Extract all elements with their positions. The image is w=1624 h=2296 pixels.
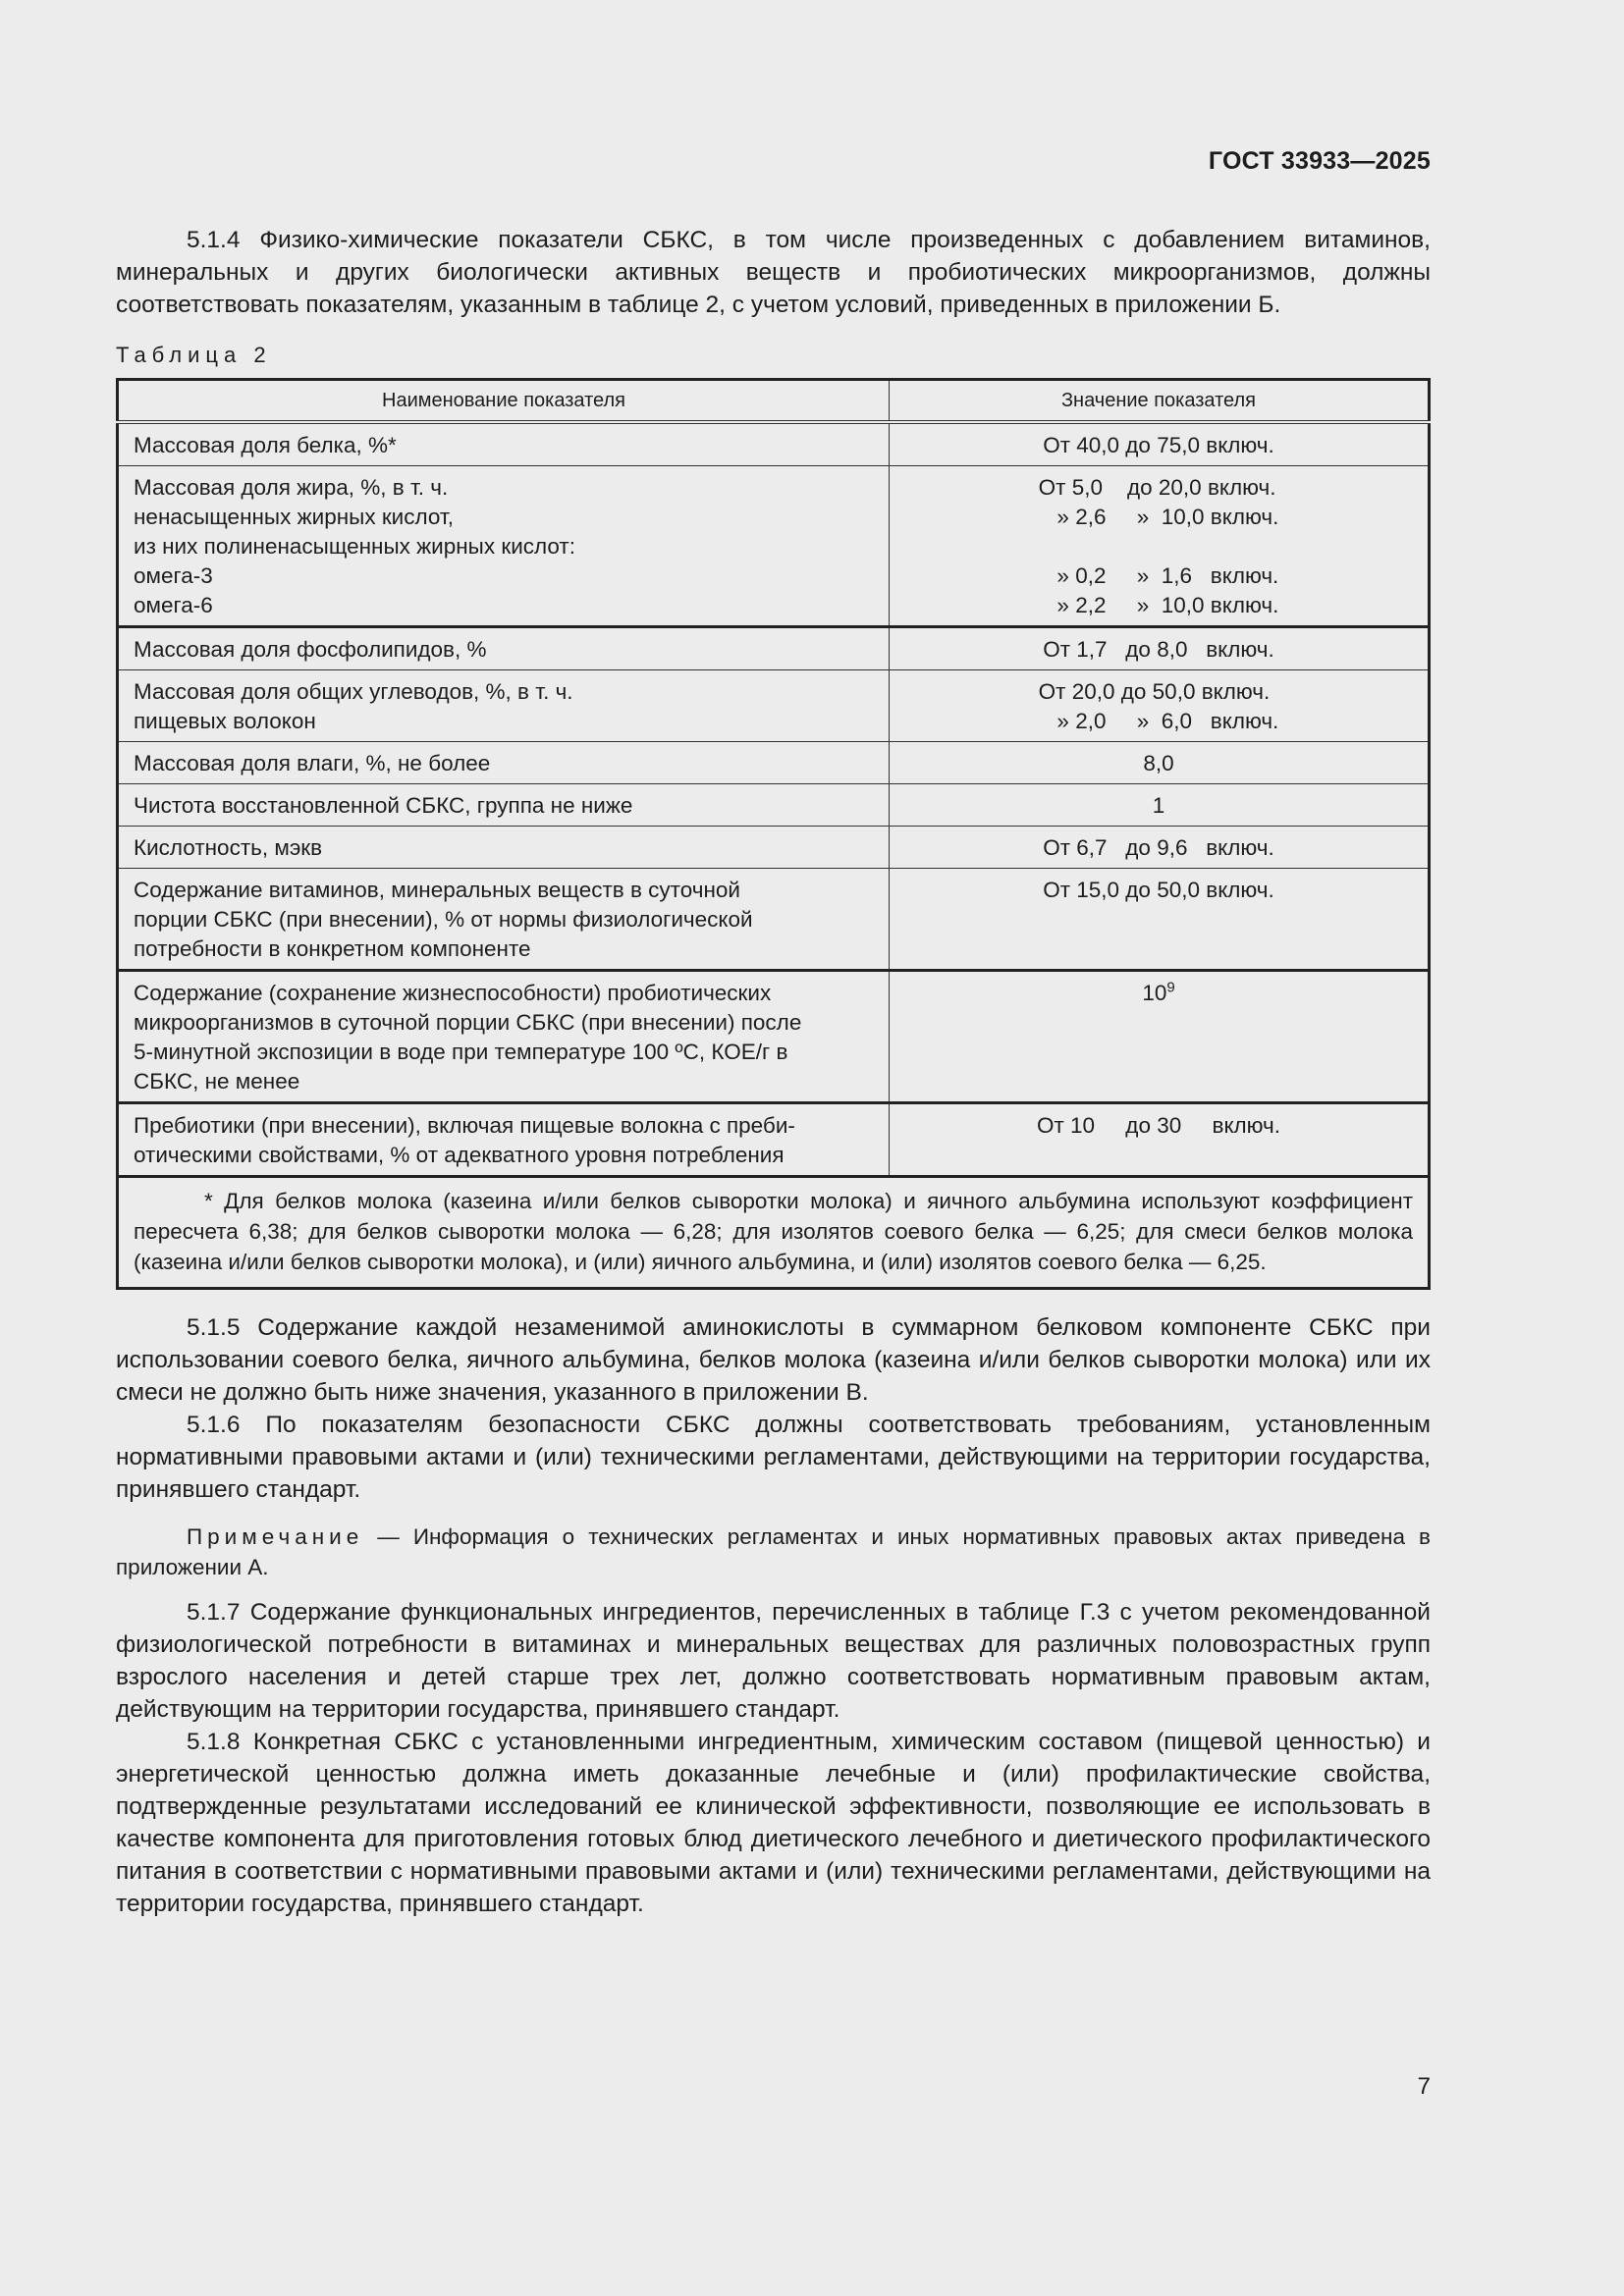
text-line: 5-минутной экспозиции в воде при температуре 100 ºС, КОЕ/г в bbox=[134, 1040, 788, 1064]
table-row bbox=[118, 742, 1430, 784]
table-row bbox=[118, 422, 1430, 466]
table-row bbox=[118, 466, 1430, 627]
text-line: Массовая доля общих углеводов, %, в т. ч. bbox=[134, 679, 573, 704]
table-header-row bbox=[118, 380, 1430, 423]
indicator-name bbox=[118, 742, 890, 784]
note-text: — Информация о технических регламентах и иных нормативных правовых актах приведена в приложении А. bbox=[116, 1524, 1431, 1579]
text-line: СБКС, не менее bbox=[134, 1069, 300, 1094]
text-line: порции СБКС (при внесении), % от нормы физиологической bbox=[134, 907, 753, 932]
indicator-name bbox=[118, 1103, 890, 1177]
text-line: Массовая доля влаги, %, не более bbox=[134, 751, 491, 775]
value-lines bbox=[1039, 677, 1279, 736]
text-line: » 0,2 » 1,6 включ. bbox=[1038, 563, 1279, 588]
text-line: Содержание (сохранение жизнеспособности) пробиотических bbox=[134, 981, 772, 1005]
text-line: 8,0 bbox=[1143, 751, 1174, 775]
paragraph-5-1-5: 5.1.5 Содержание каждой незаменимой аминокислоты в суммарном белковом компоненте СБКС при использовании соевого белка, яичного альбумина, белков молока (казеина и/или белков сыворотки молока) или их смеси не должно быть ниже значения, указанного в приложении В. bbox=[116, 1314, 1431, 1406]
text-line: Чистота восстановленной СБКС, группа не ниже bbox=[134, 793, 633, 818]
text-line: От 15,0 до 50,0 включ. bbox=[1043, 878, 1274, 902]
indicator-value bbox=[890, 670, 1430, 742]
text-line: » 2,0 » 6,0 включ. bbox=[1038, 709, 1279, 733]
text-line: микроорганизмов в суточной порции СБКС (при внесении) после bbox=[134, 1010, 802, 1035]
indicator-value bbox=[890, 971, 1430, 1103]
table-row bbox=[118, 971, 1430, 1103]
page-number: 7 bbox=[1417, 2073, 1431, 2100]
indicator-value bbox=[890, 1103, 1430, 1177]
table-row bbox=[118, 784, 1430, 827]
text-line: От 6,7 до 9,6 включ. bbox=[1043, 835, 1274, 860]
text-line: Массовая доля жира, %, в т. ч. bbox=[134, 475, 449, 500]
indicators-table bbox=[116, 378, 1431, 1290]
text-line: Кислотность, мэкв bbox=[134, 835, 323, 860]
indicator-value bbox=[890, 827, 1430, 869]
indicator-value bbox=[890, 784, 1430, 827]
document-code: ГОСТ 33933—2025 bbox=[1208, 147, 1431, 175]
table-row bbox=[118, 627, 1430, 670]
value-lines bbox=[1039, 473, 1279, 620]
indicator-name bbox=[118, 422, 890, 466]
indicator-value bbox=[890, 466, 1430, 627]
text-line: потребности в конкретном компоненте bbox=[134, 936, 531, 961]
table-footnote bbox=[118, 1177, 1430, 1289]
indicator-name bbox=[118, 670, 890, 742]
paragraph-5-1-4: 5.1.4 Физико-химические показатели СБКС, в том числе произведенных с добавлением витаминов, минеральных и других биологически активных веществ и пробиотических микроорганизмов, должны соответствовать показателям, указанным в таблице 2, с учетом условий, приведенных в приложении Б. bbox=[116, 227, 1431, 318]
text-line: отическими свойствами, % от адекватного уровня потребления bbox=[134, 1143, 785, 1167]
value-exponent: 9 bbox=[1166, 979, 1175, 996]
indicator-name bbox=[118, 827, 890, 869]
text-line: пищевых волокон bbox=[134, 709, 316, 733]
text-line: От 40,0 до 75,0 включ. bbox=[1043, 433, 1274, 457]
paragraph-5-1-7: 5.1.7 Содержание функциональных ингредиентов, перечисленных в таблице Г.3 с учетом рекомендованной физиологической потребности в витаминах и минеральных веществах для различных половозрастных групп взрослого населения и детей старше трех лет, должно соответствовать нормативным правовым актам, действующим на территории государства, принявшего стандарт. bbox=[116, 1599, 1431, 1723]
text-line: 1 bbox=[1152, 793, 1165, 818]
indicator-name bbox=[118, 869, 890, 971]
note-label: Примечание bbox=[187, 1524, 364, 1549]
table-row bbox=[118, 869, 1430, 971]
page-content bbox=[116, 224, 1431, 1920]
indicator-value bbox=[890, 869, 1430, 971]
note bbox=[116, 1522, 1431, 1582]
indicator-name bbox=[118, 627, 890, 670]
text-line: От 10 до 30 включ. bbox=[1036, 1113, 1281, 1138]
paragraph-5-1-8: 5.1.8 Конкретная СБКС с установленными ингредиентным, химическим составом (пищевой ценностью) и энергетической ценностью должна иметь доказанные лечебные и (или) профилактические свойства, подтвержденные результатами исследований ее клинической эффективности, позволяющие ее использовать в качестве компонента для приготовления готовых блюд диетического лечебного и диетического профилактического питания в соответствии с нормативными правовыми актами и (или) техническими регламентами, действующими на территории государства, принявшего стандарт. bbox=[116, 1729, 1431, 1917]
value-base: 10 bbox=[1142, 981, 1167, 1005]
indicator-name bbox=[118, 971, 890, 1103]
text-line: » 2,2 » 10,0 включ. bbox=[1038, 593, 1279, 617]
table-footnote-row bbox=[118, 1177, 1430, 1289]
column-header-name: Наименование показателя bbox=[118, 380, 890, 423]
table-row bbox=[118, 670, 1430, 742]
table-row bbox=[118, 1103, 1430, 1177]
text-line: ненасыщенных жирных кислот, bbox=[134, 505, 454, 529]
text-line: » 2,6 » 10,0 включ. bbox=[1038, 505, 1279, 529]
table-row bbox=[118, 827, 1430, 869]
indicator-value bbox=[890, 742, 1430, 784]
indicator-value bbox=[890, 627, 1430, 670]
text-line: омега-3 bbox=[134, 563, 213, 588]
text-line: Содержание витаминов, минеральных веществ в суточной bbox=[134, 878, 740, 902]
text-line: из них полиненасыщенных жирных кислот: bbox=[134, 534, 575, 559]
text-line: Пребиотики (при внесении), включая пищевые волокна с преби- bbox=[134, 1113, 795, 1138]
indicator-value bbox=[890, 422, 1430, 466]
text-line: Массовая доля белка, %* bbox=[134, 433, 397, 457]
indicator-name bbox=[118, 784, 890, 827]
text-line: От 20,0 до 50,0 включ. bbox=[1038, 679, 1271, 704]
text-line: От 1,7 до 8,0 включ. bbox=[1043, 637, 1274, 662]
text-line bbox=[1039, 532, 1279, 561]
text-line: Массовая доля фосфолипидов, % bbox=[134, 637, 487, 662]
text-line: От 5,0 до 20,0 включ. bbox=[1038, 475, 1276, 500]
footnote-text: * Для белков молока (казеина и/или белков сыворотки молока) и яичного альбумина используют коэффициент пересчета 6,38; для белков сыворотки молока — 6,28; для изолятов соевого белка — 6,25; для смеси белков молока (казеина и/или белков сыворотки молока), и (или) яичного альбумина, и (или) изолятов соевого белка — 6,25. bbox=[134, 1189, 1413, 1274]
column-header-value: Значение показателя bbox=[890, 380, 1430, 423]
paragraph-5-1-6: 5.1.6 По показателям безопасности СБКС должны соответствовать требованиям, установленным нормативными правовыми актами и (или) техническими регламентами, действующими на территории государства, принявшего стандарт. bbox=[116, 1412, 1431, 1503]
table-caption: Таблица 2 bbox=[116, 343, 272, 367]
indicator-name bbox=[118, 466, 890, 627]
text-line: омега-6 bbox=[134, 593, 213, 617]
